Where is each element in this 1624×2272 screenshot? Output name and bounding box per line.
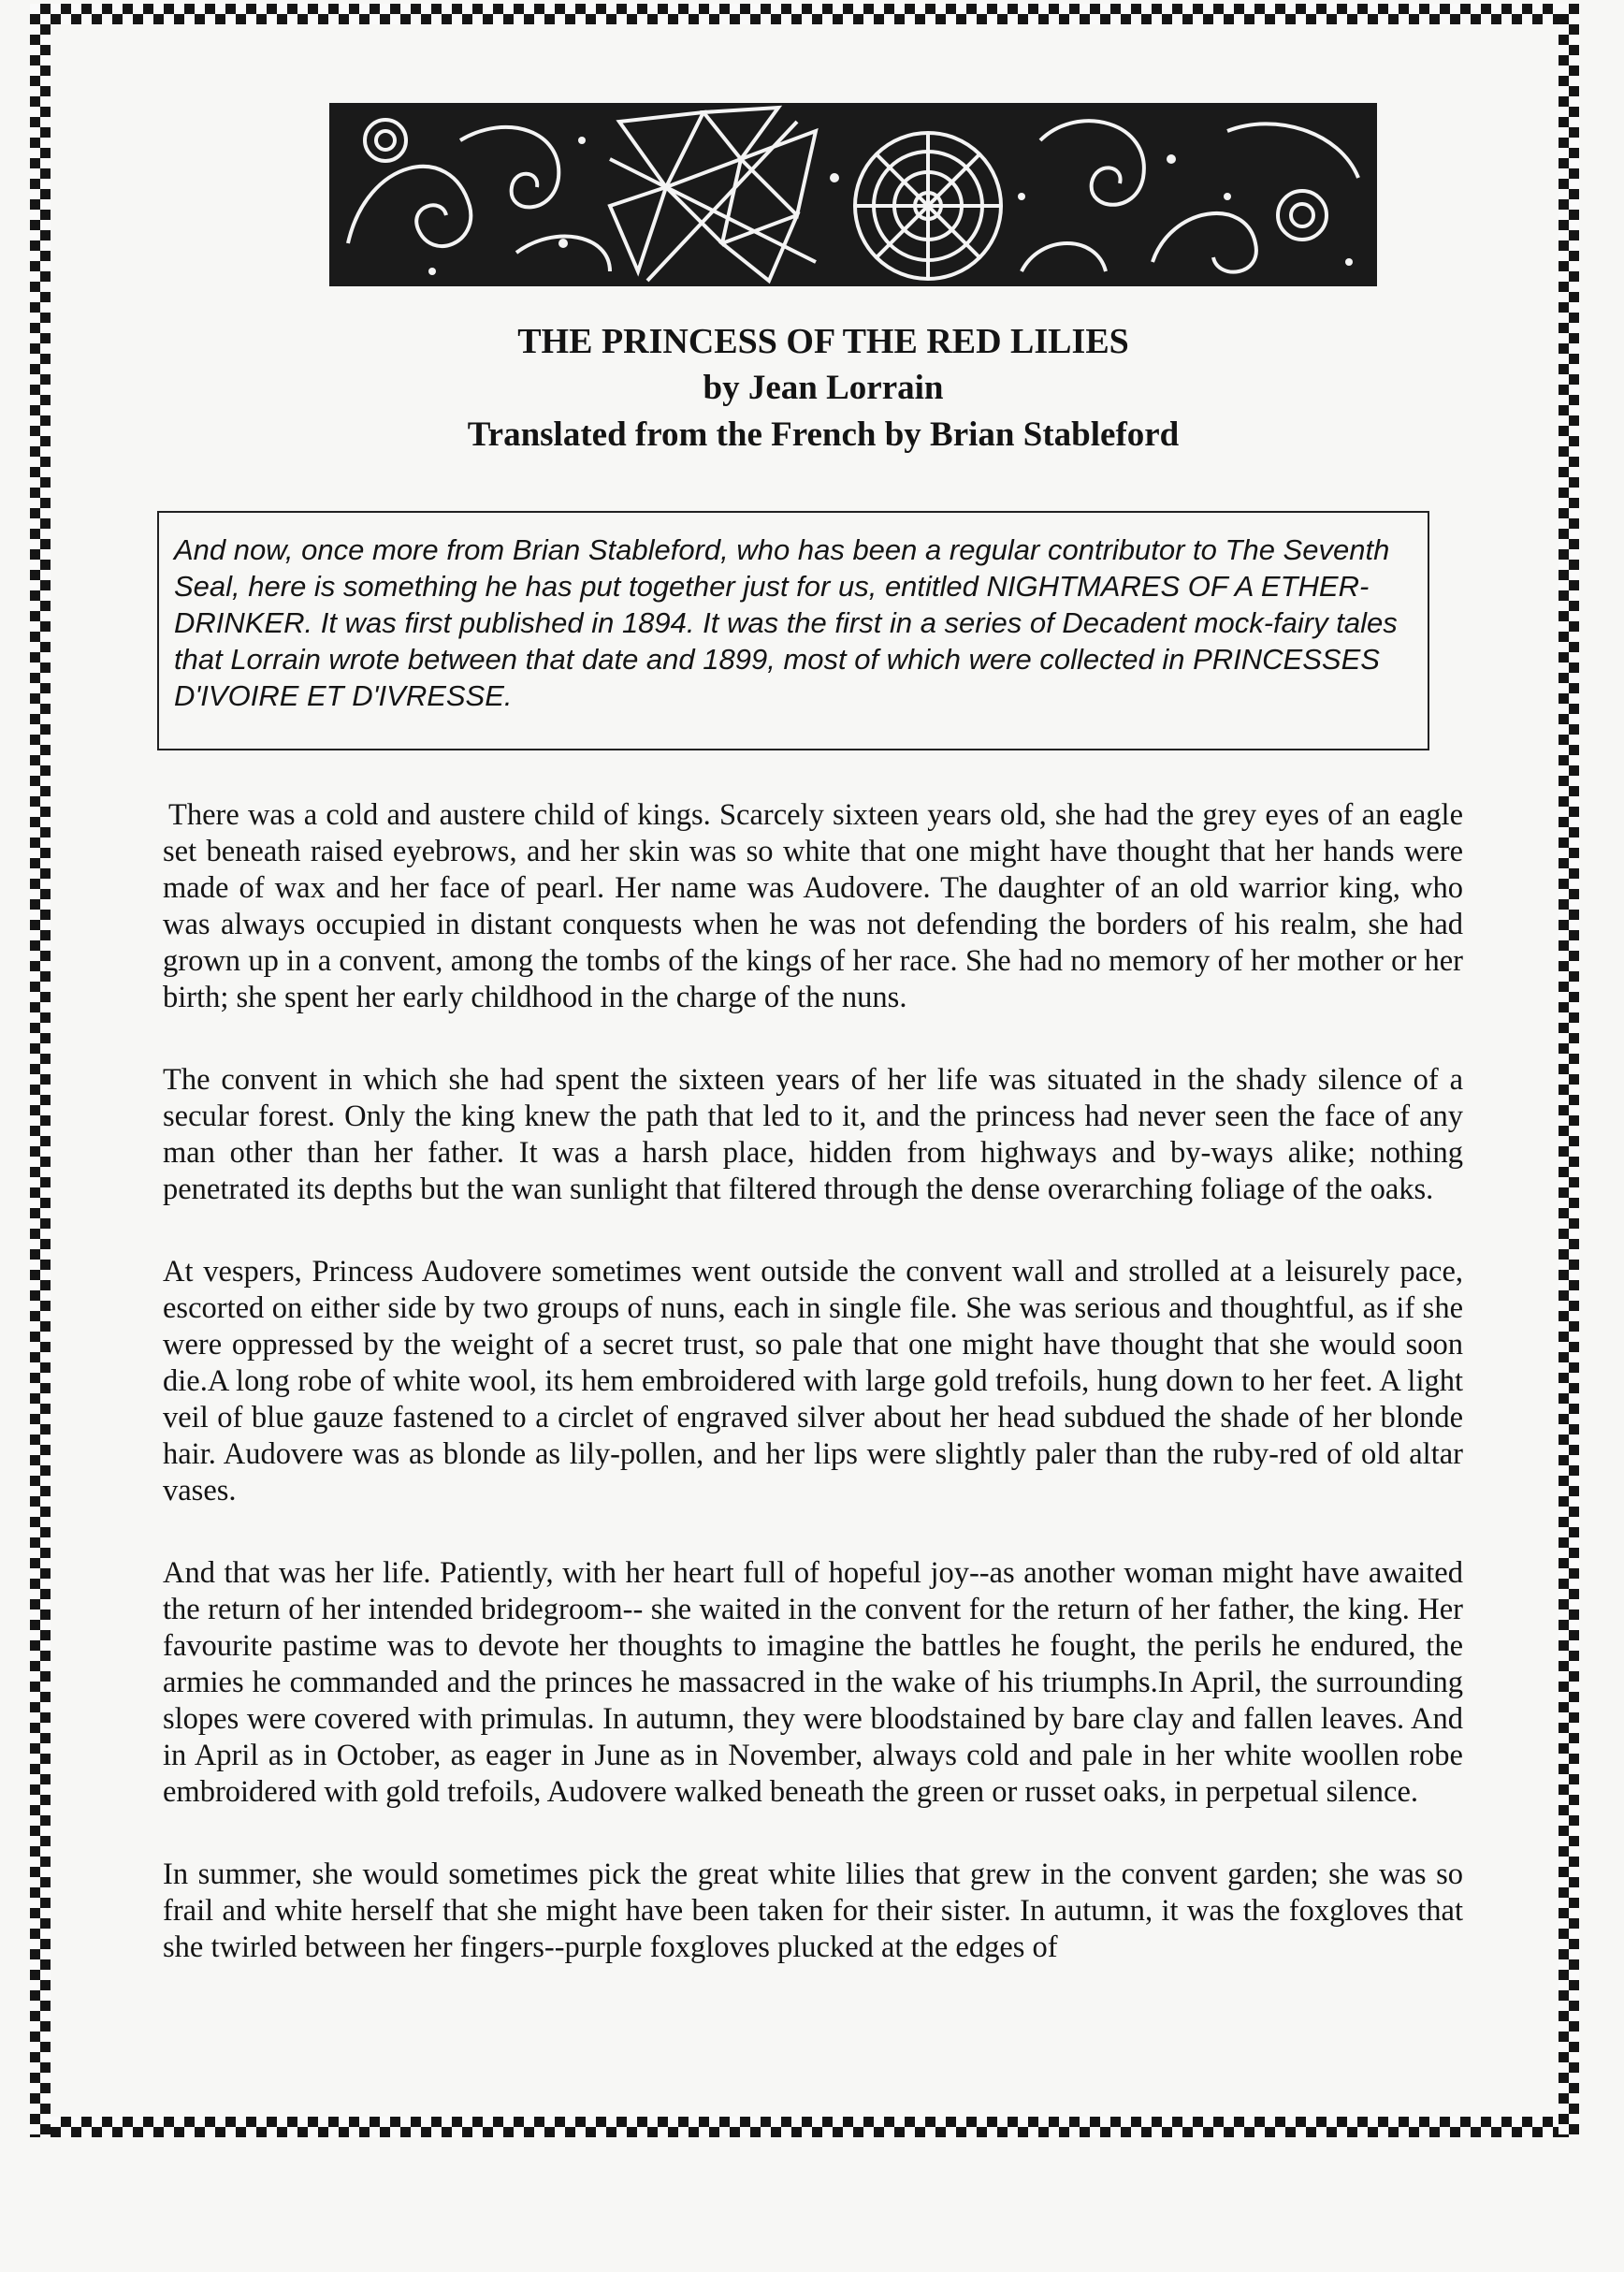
title-block — [187, 318, 1459, 459]
story-paragraph: There was a cold and austere child of kings. Scarcely sixteen years old, she had the grey eyes of an eagle set beneath raised eyebrows, and her skin was so white that one might have thought that her hands were made of wax and her face of pearl. Her name was Audovere. The daughter of an old warrior king, who was always occupied in distant conquests when he was not defending the borders of his realm, she had grown up in a convent, among the tombs of the kings of her race. She had no memory of her mother or her birth; she spent her early childhood in the charge of the nuns. — [163, 798, 1463, 1014]
editor-introduction-box — [157, 511, 1429, 750]
translator-line: Translated from the French by Brian Stableford — [467, 415, 1180, 454]
story-paragraph: And that was her life. Patiently, with her heart full of hopeful joy--as another woman might have awaited the return of her intended bridegroom-- she waited in the convent for the return of her father, the king. Her favourite pastime was to devote her thoughts to imagine the battles he fought, the perils he endured, the armies he commanded and the princes he massacred in the wake of his triumphs.In April, the surrounding slopes were covered with primulas. In autumn, they were bloodstained by bare clay and fallen leaves. And in April as in October, as eager in June as in November, always cold and pale in her white woollen robe embroidered with gold trefoils, Audovere walked beneath the green or russet oaks, in perpetual silence. — [163, 1556, 1463, 1809]
story-title: THE PRINCESS OF THE RED LILIES — [517, 322, 1129, 361]
ornament-illustration — [329, 103, 1377, 286]
checkered-border-bottom — [30, 2117, 1579, 2137]
story-paragraph: At vespers, Princess Audovere sometimes went outside the convent wall and strolled at a leisurely pace, escorted on either side by two groups of nuns, each in single file. She was serious and thoughtful, as if she were oppressed by the weight of a secret trust, so pale that one might have thought that she would soon die.A long robe of white wool, its hem embroidered with large gold trefoils, hung down to her feet. A light veil of blue gauze fastened to a circlet of engraved silver about her head subdued the shade of her blonde hair. Audovere was as blonde as lily-pollen, and her lips were slightly paler than the ruby-red of old altar vases. — [163, 1255, 1463, 1507]
checkered-border-top — [30, 4, 1579, 24]
decorative-banner — [329, 103, 1377, 286]
story-paragraph: In summer, she would sometimes pick the great white lilies that grew in the convent garden; she was so frail and white herself that she might have been taken for their sister. In autumn, it was the foxgloves that she twirled between her fingers--purple foxgloves plucked at the edges of — [163, 1857, 1463, 1964]
editor-introduction-text: And now, once more from Brian Stableford, who has been a regular contributor to The Seventh Seal, here is something he has put together just for us, entitled NIGHTMARES OF A ETHER-DRINKER. It was first published in 1894. It was the first in a series of Decadent mock-fairy tales that Lorrain wrote between that date and 1899, most of which were collected in PRINCESSES D'IVOIRE ET D'IVRESSE. — [174, 533, 1398, 712]
checkered-border-right — [1559, 4, 1579, 2137]
author-line: by Jean Lorrain — [703, 369, 944, 407]
checkered-border-left — [30, 4, 51, 2137]
story-paragraph: The convent in which she had spent the sixteen years of her life was situated in the shady silence of a secular forest. Only the king knew the path that led to it, and the princess had never seen the face of any man other than her father. It was a harsh place, hidden from highways and by-ways alike; nothing penetrated its depths but the wan sunlight that filtered through the dense overarching foliage of the oaks. — [163, 1063, 1463, 1206]
story-body — [163, 797, 1463, 2012]
